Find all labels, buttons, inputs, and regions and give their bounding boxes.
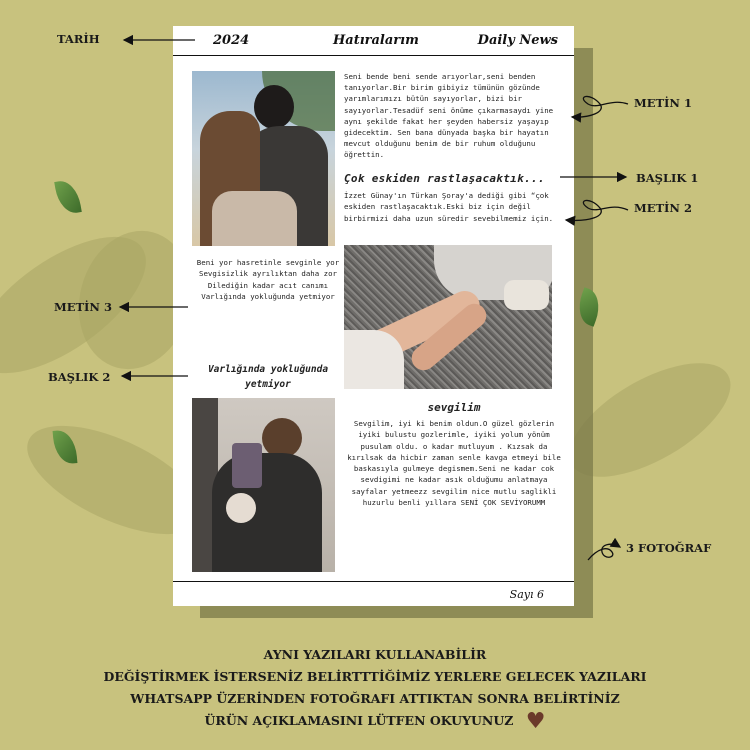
header-title: Hatıralarım <box>333 33 419 48</box>
metin-3-text: Beni yor hasretinle sevginle yor Sevgisizlik ayrılıktan daha zor Dilediğin kadar acıt canımı Varlığında yokluğunda yetmiyor <box>196 258 340 302</box>
header-year: 2024 <box>213 33 250 48</box>
label-metin-2: METİN 2 <box>634 201 692 215</box>
label-metin-3: METİN 3 <box>54 300 112 314</box>
label-baslik-2: BAŞLIK 2 <box>48 370 111 384</box>
page-number: Sayı 6 <box>509 588 544 601</box>
sevgilim-title: sevgilim <box>427 401 481 414</box>
bottom-instructions <box>0 644 750 732</box>
header-brand: Daily News <box>477 33 558 48</box>
label-tarih: TARİH <box>57 32 100 46</box>
metin-1-text: Seni bende beni sende arıyorlar,seni benden tanıyorlar.Bir birim gibiyiz tümünün gözünde yarımlarımızı bütün sayıyorlar, bizi bir sayıyorlar.Tesadüf seni önüme çıkarmasaydı yine aynı şekilde fakat her şeyden habersiz yaşayıp gidecektim. Sen bana dünyada başka bir hayatın mevcut olduğunu benim de bir ruhum olduğunu öğrettin. <box>344 72 554 160</box>
baslik-1-title: Çok eskiden rastlaşacaktık... <box>344 172 545 185</box>
label-baslik-1: BAŞLIK 1 <box>636 171 699 185</box>
note-line-3: WHATSAPP ÜZERİNDEN FOTOĞRAFI ATTIKTAN SONRA BELİRTİNİZ <box>130 691 620 706</box>
note-line-4-row <box>0 710 750 732</box>
heart-icon: ♥ <box>525 708 546 734</box>
label-metin-1: METİN 1 <box>634 96 692 110</box>
note-line-2: DEĞİŞTİRMEK İSTERSENİZ BELİRTTTİĞİMİZ YERLERE GELECEK YAZILARI <box>103 669 647 684</box>
baslik-2-title: Varlığında yokluğunda yetmiyor <box>207 364 329 390</box>
sevgilim-text: Sevgilim, iyi ki benim oldun.O güzel gözlerin iyiki bulustu gozlerimle, iyiki yolum yönüm pusulam oldu. o kadar mutluyum . Kızsak da kırılsak da hicbir zaman senle kavga etmeyi bile baskasıyla gulmeye degismem.Seni ne kadar cok sevdigimi ne kadar asık olduğumu anlatmaya sayfalar yetmeezz sevgilim nice mutlu saglikli huzurlu benli yıllara SENİ ÇOK SEVİYORUMM <box>347 419 561 508</box>
note-line-1: AYNI YAZILARI KULLANABİLİR <box>263 647 487 662</box>
metin-2-text: İzzet Günay'ın Türkan Şoray'a dediği gibi “çok eskiden rastlaşacaktık.Eski biz için değil birbirmizi daha uzun süredir sevebilmemiz için. <box>344 191 554 223</box>
note-line-4: ÜRÜN AÇIKLAMASINI LÜTFEN OKUYUNUZ <box>204 713 514 728</box>
label-3-fotograf: 3 FOTOĞRAF <box>626 541 712 555</box>
